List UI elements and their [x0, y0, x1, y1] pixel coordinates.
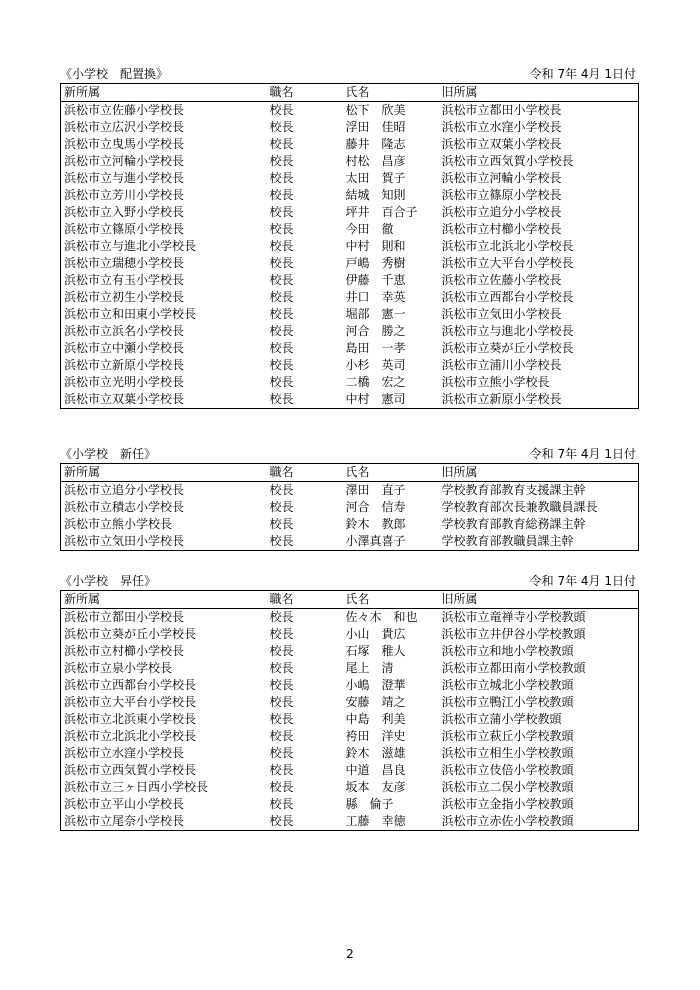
- old-affiliation-cell: 浜松市立都田小学校長: [441, 103, 562, 117]
- header-old-affiliation: 旧所属: [441, 465, 478, 479]
- new-affiliation-cell: 浜松市立篠原小学校長: [64, 222, 185, 236]
- name-cell: 井口 幸英: [345, 290, 406, 304]
- name-cell: 堀部 憲一: [345, 307, 406, 321]
- new-affiliation-cell: 浜松市立村櫛小学校長: [64, 644, 185, 658]
- new-affiliation-cell: 浜松市立双葉小学校長: [64, 392, 185, 406]
- header-name: 氏名: [345, 592, 370, 606]
- old-affiliation-cell: 浜松市立蒲小学校教頭: [441, 712, 562, 726]
- table-row: [61, 374, 639, 391]
- table-row: [61, 357, 639, 374]
- section-title: 《小学校 新任》: [60, 447, 157, 461]
- table-row: [61, 340, 639, 357]
- old-affiliation-cell: 浜松市立西気賀小学校長: [441, 154, 574, 168]
- table-row: [61, 102, 639, 120]
- name-cell: 藤井 隆志: [345, 137, 406, 151]
- position-cell: 校長: [269, 627, 294, 641]
- section-haichigae: [60, 66, 638, 409]
- old-affiliation-cell: 浜松市立佐藤小学校長: [441, 273, 562, 287]
- name-cell: 結城 知則: [345, 188, 406, 202]
- old-affiliation-cell: 浜松市立大平台小学校長: [441, 256, 574, 270]
- position-cell: 校長: [269, 324, 294, 338]
- table-row: [61, 745, 639, 762]
- new-affiliation-cell: 浜松市立中瀬小学校長: [64, 341, 185, 355]
- name-cell: 縣 倫子: [345, 797, 394, 811]
- position-cell: 校長: [269, 610, 294, 624]
- name-cell: 二橋 宏之: [345, 375, 406, 389]
- old-affiliation-cell: 浜松市立赤佐小学校教頭: [441, 814, 574, 828]
- old-affiliation-cell: 浜松市立西都台小学校長: [441, 290, 574, 304]
- table-row: [61, 779, 639, 796]
- position-cell: 校長: [269, 695, 294, 709]
- new-affiliation-cell: 浜松市立浜名小学校長: [64, 324, 185, 338]
- header-old-affiliation: 旧所属: [441, 85, 478, 99]
- old-affiliation-cell: 学校教育部教職員課主幹: [441, 534, 574, 548]
- new-affiliation-cell: 浜松市立都田小学校長: [64, 610, 185, 624]
- table-row: [61, 323, 639, 340]
- old-affiliation-cell: 浜松市立浦川小学校長: [441, 358, 562, 372]
- table-row: [61, 609, 639, 627]
- section-date: 令和 7年 4月 1日付: [529, 447, 636, 461]
- name-cell: 鈴木 教郎: [345, 517, 406, 531]
- old-affiliation-cell: 浜松市立追分小学校長: [441, 205, 562, 219]
- name-cell: 袴田 洋史: [345, 729, 406, 743]
- old-affiliation-cell: 浜松市立井伊谷小学校教頭: [441, 627, 586, 641]
- old-affiliation-cell: 浜松市立竜禅寺小学校教頭: [441, 610, 586, 624]
- old-affiliation-cell: 浜松市立相生小学校教頭: [441, 746, 574, 760]
- new-affiliation-cell: 浜松市立佐藤小学校長: [64, 103, 185, 117]
- old-affiliation-cell: 浜松市立双葉小学校長: [441, 137, 562, 151]
- old-affiliation-cell: 浜松市立都田南小学校教頭: [441, 661, 586, 675]
- name-cell: 浮田 佳昭: [345, 120, 406, 134]
- new-affiliation-cell: 浜松市立積志小学校長: [64, 500, 185, 514]
- position-cell: 校長: [269, 392, 294, 406]
- position-cell: 校長: [269, 154, 294, 168]
- position-cell: 校長: [269, 120, 294, 134]
- section-date: 令和 7年 4月 1日付: [529, 67, 636, 81]
- header-new-affiliation: 新所属: [64, 465, 101, 479]
- name-cell: 小澤真喜子: [345, 534, 406, 548]
- table-row: [61, 533, 639, 551]
- table-row: [61, 499, 639, 516]
- old-affiliation-cell: 浜松市立伎倍小学校教頭: [441, 763, 574, 777]
- old-affiliation-cell: 浜松市立萩丘小学校教頭: [441, 729, 574, 743]
- old-affiliation-cell: 浜松市立水窪小学校長: [441, 120, 562, 134]
- new-affiliation-cell: 浜松市立入野小学校長: [64, 205, 185, 219]
- table-row: [61, 813, 639, 831]
- table-row: [61, 762, 639, 779]
- new-affiliation-cell: 浜松市立追分小学校長: [64, 483, 185, 497]
- position-cell: 校長: [269, 500, 294, 514]
- table-row: [61, 626, 639, 643]
- header-position: 職名: [269, 465, 294, 479]
- name-cell: 安藤 靖之: [345, 695, 406, 709]
- name-cell: 今田 徹: [345, 222, 394, 236]
- new-affiliation-cell: 浜松市立尾奈小学校長: [64, 814, 185, 828]
- new-affiliation-cell: 浜松市立泉小学校長: [64, 661, 173, 675]
- position-cell: 校長: [269, 814, 294, 828]
- table-row: [61, 391, 639, 409]
- new-affiliation-cell: 浜松市立光明小学校長: [64, 375, 185, 389]
- table-row: [61, 482, 639, 500]
- header-name: 氏名: [345, 465, 370, 479]
- new-affiliation-cell: 浜松市立三ヶ日西小学校長: [64, 780, 209, 794]
- name-cell: 戸嶋 秀樹: [345, 256, 406, 270]
- header-old-affiliation: 旧所属: [441, 592, 478, 606]
- name-cell: 佐々木 和也: [345, 610, 418, 624]
- table-header-row: [61, 84, 639, 102]
- position-cell: 校長: [269, 763, 294, 777]
- position-cell: 校長: [269, 205, 294, 219]
- header-new-affiliation: 新所属: [64, 592, 101, 606]
- position-cell: 校長: [269, 341, 294, 355]
- table-row: [61, 796, 639, 813]
- section-date: 令和 7年 4月 1日付: [529, 574, 636, 588]
- new-affiliation-cell: 浜松市立熊小学校長: [64, 517, 173, 531]
- personnel-table: [60, 83, 639, 409]
- name-cell: 工藤 幸徳: [345, 814, 406, 828]
- position-cell: 校長: [269, 222, 294, 236]
- section-header: [60, 446, 638, 463]
- name-cell: 坂本 友彦: [345, 780, 406, 794]
- new-affiliation-cell: 浜松市立与進北小学校長: [64, 239, 197, 253]
- table-row: [61, 187, 639, 204]
- new-affiliation-cell: 浜松市立広沢小学校長: [64, 120, 185, 134]
- position-cell: 校長: [269, 661, 294, 675]
- position-cell: 校長: [269, 103, 294, 117]
- old-affiliation-cell: 浜松市立新原小学校長: [441, 392, 562, 406]
- new-affiliation-cell: 浜松市立和田東小学校長: [64, 307, 197, 321]
- position-cell: 校長: [269, 256, 294, 270]
- position-cell: 校長: [269, 712, 294, 726]
- name-cell: 石塚 稚人: [345, 644, 406, 658]
- old-affiliation-cell: 浜松市立北浜北小学校長: [441, 239, 574, 253]
- position-cell: 校長: [269, 797, 294, 811]
- section-shounin: [60, 573, 638, 831]
- old-affiliation-cell: 浜松市立河輪小学校長: [441, 171, 562, 185]
- section-header: [60, 66, 638, 83]
- name-cell: 太田 賀子: [345, 171, 406, 185]
- table-row: [61, 660, 639, 677]
- personnel-table: [60, 590, 639, 831]
- position-cell: 校長: [269, 483, 294, 497]
- old-affiliation-cell: 浜松市立熊小学校長: [441, 375, 550, 389]
- position-cell: 校長: [269, 307, 294, 321]
- position-cell: 校長: [269, 188, 294, 202]
- new-affiliation-cell: 浜松市立河輪小学校長: [64, 154, 185, 168]
- old-affiliation-cell: 浜松市立篠原小学校長: [441, 188, 562, 202]
- header-position: 職名: [269, 592, 294, 606]
- name-cell: 伊藤 千恵: [345, 273, 406, 287]
- header-position: 職名: [269, 85, 294, 99]
- new-affiliation-cell: 浜松市立平山小学校長: [64, 797, 185, 811]
- position-cell: 校長: [269, 644, 294, 658]
- position-cell: 校長: [269, 273, 294, 287]
- table-row: [61, 238, 639, 255]
- name-cell: 島田 一孝: [345, 341, 406, 355]
- name-cell: 中村 則和: [345, 239, 406, 253]
- table-row: [61, 153, 639, 170]
- old-affiliation-cell: 浜松市立金指小学校教頭: [441, 797, 574, 811]
- old-affiliation-cell: 浜松市立与進北小学校長: [441, 324, 574, 338]
- table-row: [61, 677, 639, 694]
- position-cell: 校長: [269, 517, 294, 531]
- position-cell: 校長: [269, 358, 294, 372]
- position-cell: 校長: [269, 729, 294, 743]
- table-row: [61, 516, 639, 533]
- position-cell: 校長: [269, 780, 294, 794]
- section-header: [60, 573, 638, 590]
- new-affiliation-cell: 浜松市立水窪小学校長: [64, 746, 185, 760]
- old-affiliation-cell: 学校教育部教育支援課主幹: [441, 483, 586, 497]
- name-cell: 河合 勝之: [345, 324, 406, 338]
- position-cell: 校長: [269, 171, 294, 185]
- table-row: [61, 221, 639, 238]
- new-affiliation-cell: 浜松市立芳川小学校長: [64, 188, 185, 202]
- table-row: [61, 694, 639, 711]
- name-cell: 中村 憲司: [345, 392, 406, 406]
- table-header-row: [61, 591, 639, 609]
- new-affiliation-cell: 浜松市立北浜東小学校長: [64, 712, 197, 726]
- table-row: [61, 136, 639, 153]
- new-affiliation-cell: 浜松市立新原小学校長: [64, 358, 185, 372]
- name-cell: 村松 昌彦: [345, 154, 406, 168]
- table-row: [61, 711, 639, 728]
- header-name: 氏名: [345, 85, 370, 99]
- new-affiliation-cell: 浜松市立西気賀小学校長: [64, 763, 197, 777]
- name-cell: 中島 利美: [345, 712, 406, 726]
- name-cell: 鈴木 滋雄: [345, 746, 406, 760]
- old-affiliation-cell: 浜松市立村櫛小学校長: [441, 222, 562, 236]
- header-new-affiliation: 新所属: [64, 85, 101, 99]
- new-affiliation-cell: 浜松市立瑞穂小学校長: [64, 256, 185, 270]
- position-cell: 校長: [269, 375, 294, 389]
- name-cell: 小山 貴広: [345, 627, 406, 641]
- old-affiliation-cell: 学校教育部次長兼教職員課長: [441, 500, 598, 514]
- new-affiliation-cell: 浜松市立有玉小学校長: [64, 273, 185, 287]
- table-row: [61, 306, 639, 323]
- page-number: 2: [346, 947, 354, 961]
- personnel-table: [60, 463, 639, 551]
- old-affiliation-cell: 浜松市立葵が丘小学校長: [441, 341, 574, 355]
- name-cell: 尾上 清: [345, 661, 394, 675]
- old-affiliation-cell: 浜松市立城北小学校教頭: [441, 678, 574, 692]
- name-cell: 中道 昌良: [345, 763, 406, 777]
- section-shinnin: [60, 446, 638, 551]
- new-affiliation-cell: 浜松市立葵が丘小学校長: [64, 627, 197, 641]
- table-row: [61, 289, 639, 306]
- table-row: [61, 255, 639, 272]
- name-cell: 小嶋 澄華: [345, 678, 406, 692]
- old-affiliation-cell: 浜松市立和地小学校教頭: [441, 644, 574, 658]
- old-affiliation-cell: 浜松市立二俣小学校教頭: [441, 780, 574, 794]
- table-row: [61, 204, 639, 221]
- section-title: 《小学校 昇任》: [60, 574, 157, 588]
- name-cell: 坪井 百合子: [345, 205, 418, 219]
- name-cell: 松下 欣美: [345, 103, 406, 117]
- new-affiliation-cell: 浜松市立与進小学校長: [64, 171, 185, 185]
- position-cell: 校長: [269, 678, 294, 692]
- position-cell: 校長: [269, 290, 294, 304]
- name-cell: 澤田 直子: [345, 483, 406, 497]
- new-affiliation-cell: 浜松市立大平台小学校長: [64, 695, 197, 709]
- new-affiliation-cell: 浜松市立西都台小学校長: [64, 678, 197, 692]
- new-affiliation-cell: 浜松市立北浜北小学校長: [64, 729, 197, 743]
- old-affiliation-cell: 学校教育部教育総務課主幹: [441, 517, 586, 531]
- new-affiliation-cell: 浜松市立気田小学校長: [64, 534, 185, 548]
- name-cell: 小杉 英司: [345, 358, 406, 372]
- new-affiliation-cell: 浜松市立初生小学校長: [64, 290, 185, 304]
- position-cell: 校長: [269, 534, 294, 548]
- position-cell: 校長: [269, 239, 294, 253]
- table-row: [61, 728, 639, 745]
- table-row: [61, 272, 639, 289]
- position-cell: 校長: [269, 137, 294, 151]
- old-affiliation-cell: 浜松市立気田小学校長: [441, 307, 562, 321]
- section-title: 《小学校 配置換》: [60, 67, 169, 81]
- name-cell: 河合 信寿: [345, 500, 406, 514]
- table-row: [61, 170, 639, 187]
- new-affiliation-cell: 浜松市立曳馬小学校長: [64, 137, 185, 151]
- table-row: [61, 643, 639, 660]
- position-cell: 校長: [269, 746, 294, 760]
- table-row: [61, 119, 639, 136]
- table-header-row: [61, 464, 639, 482]
- old-affiliation-cell: 浜松市立鴨江小学校教頭: [441, 695, 574, 709]
